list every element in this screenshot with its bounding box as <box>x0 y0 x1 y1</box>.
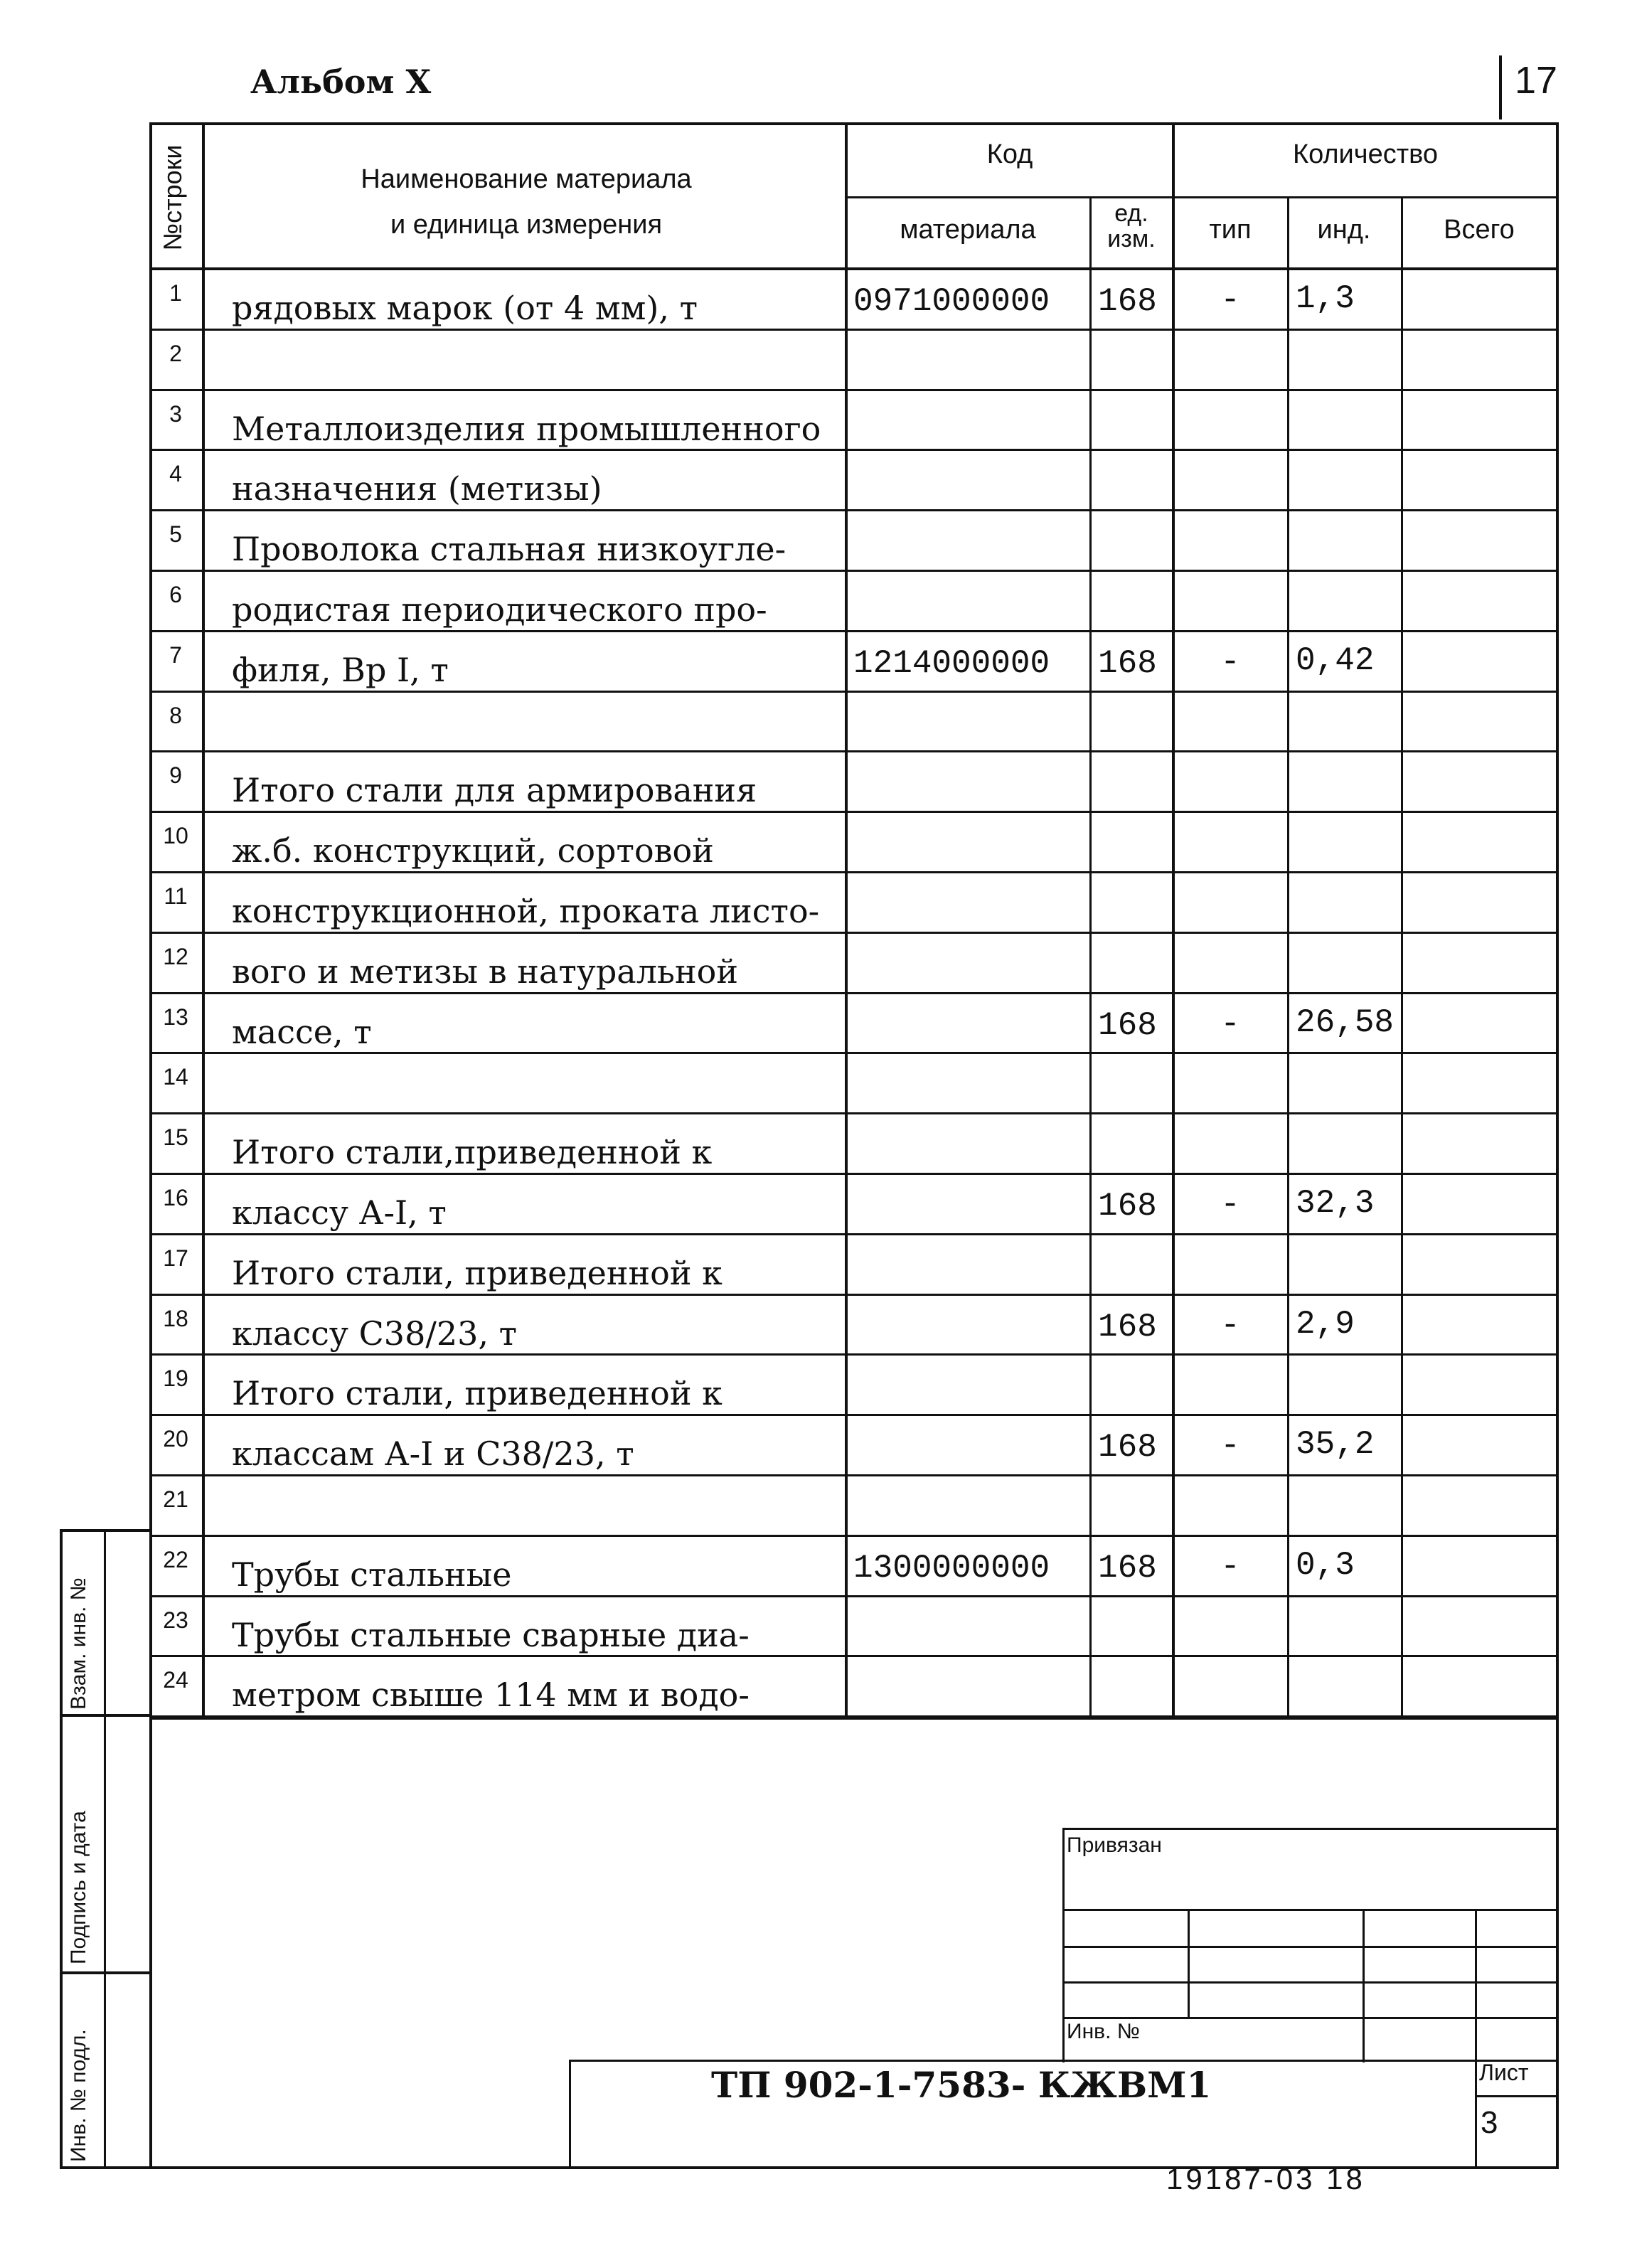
archive-number: 19187-03 18 <box>1166 2162 1365 2195</box>
material-code: 0971000000 <box>853 283 1050 320</box>
individual-value: 32,3 <box>1296 1185 1375 1222</box>
table-row <box>149 511 1557 572</box>
header-material-name: Наименование материала и единица измерения <box>361 164 692 240</box>
table-row <box>149 1054 1557 1114</box>
material-name: конструкционной, проката листо- <box>232 892 820 930</box>
row-number: 13 <box>163 1003 188 1030</box>
row-number: 17 <box>163 1245 188 1271</box>
row-number: 23 <box>163 1607 188 1633</box>
material-name: Итого стали для армирования <box>232 771 757 810</box>
type-value: - <box>1220 1186 1240 1223</box>
unit-code: 168 <box>1098 1549 1157 1587</box>
frame-right <box>1556 1720 1559 2169</box>
material-name: Итого стали, приведенной к <box>232 1374 722 1413</box>
row-number: 2 <box>169 340 182 366</box>
header-total: Всего <box>1444 215 1515 245</box>
unit-code: 168 <box>1098 1429 1157 1466</box>
page-mark-divider <box>1499 55 1502 119</box>
table-row <box>149 331 1557 391</box>
tb-attached-label: Привязан <box>1067 1833 1162 1857</box>
table-row <box>149 1416 1557 1476</box>
unit-code: 168 <box>1098 283 1157 320</box>
material-code: 1300000000 <box>853 1549 1050 1587</box>
row-number: 8 <box>169 702 182 728</box>
table-row <box>149 451 1557 511</box>
individual-value: 2,9 <box>1296 1305 1355 1343</box>
material-code: 1214000000 <box>853 644 1050 682</box>
individual-value: 0,3 <box>1296 1546 1355 1584</box>
type-value: - <box>1220 282 1240 319</box>
table-row <box>149 994 1557 1055</box>
material-name: назначения (метизы) <box>232 469 602 509</box>
side-label-podpis: Подпись и дата <box>67 1811 90 1964</box>
table-row <box>149 1597 1557 1658</box>
table-row <box>149 1235 1557 1296</box>
header-unit: ед. изм. <box>1107 200 1156 252</box>
album-title: Альбом X <box>250 63 432 101</box>
material-name: рядовых марок (от 4 мм), т <box>232 289 698 327</box>
material-name: метром свыше 114 мм и водо- <box>232 1676 750 1715</box>
individual-value: 1,3 <box>1296 280 1355 317</box>
table-row <box>149 873 1557 934</box>
row-number: 24 <box>163 1667 188 1693</box>
table-row <box>149 1296 1557 1356</box>
row-number: 20 <box>163 1426 188 1452</box>
type-value: - <box>1220 1427 1240 1465</box>
material-name: Трубы стальные сварные диа- <box>232 1615 750 1654</box>
tb-inventory-label: Инв. № <box>1067 2020 1140 2043</box>
material-name: Трубы стальные <box>232 1555 512 1594</box>
row-number: 12 <box>163 943 188 969</box>
table-row <box>149 1356 1557 1416</box>
row-number: 3 <box>169 400 182 427</box>
material-name: вого и метизы в натуральной <box>232 952 738 991</box>
table-row <box>149 1114 1557 1175</box>
material-name: Итого стали,приведенной к <box>232 1133 713 1172</box>
header-type: тип <box>1209 215 1252 245</box>
table-row <box>149 1175 1557 1235</box>
material-name: Проволока стальная низкоугле- <box>232 530 786 569</box>
side-label-inv-podl: Инв. № подл. <box>67 2029 90 2162</box>
row-number: 14 <box>163 1064 188 1090</box>
material-name: классу С38/23, т <box>232 1314 518 1353</box>
table-row <box>149 572 1557 632</box>
type-value: - <box>1220 1005 1240 1043</box>
header-individual: инд. <box>1317 215 1371 245</box>
row-number: 1 <box>169 280 182 306</box>
row-number: 15 <box>163 1124 188 1151</box>
unit-code: 168 <box>1098 1188 1157 1225</box>
row-number: 22 <box>163 1546 188 1572</box>
sheet-number: 3 <box>1481 2105 1498 2140</box>
row-number: 4 <box>169 461 182 487</box>
unit-code: 168 <box>1098 644 1157 682</box>
header-row-number: №строки <box>158 144 187 251</box>
row-number: 19 <box>163 1365 188 1392</box>
material-name: классам А-I и С38/23, т <box>232 1434 634 1474</box>
individual-value: 35,2 <box>1296 1426 1375 1464</box>
material-name: классу А-I, т <box>232 1193 447 1232</box>
type-value: - <box>1220 1306 1240 1344</box>
unit-code: 168 <box>1098 1006 1157 1044</box>
table-row <box>149 1476 1557 1537</box>
row-number: 9 <box>169 762 182 789</box>
row-number: 7 <box>169 641 182 668</box>
page-number: 17 <box>1515 59 1558 102</box>
row-number: 18 <box>163 1305 188 1331</box>
type-value: - <box>1220 643 1240 681</box>
table-row <box>149 813 1557 873</box>
row-number: 16 <box>163 1185 188 1210</box>
row-number: 5 <box>169 521 182 548</box>
table-row <box>149 270 1557 331</box>
table-row <box>149 1537 1557 1597</box>
header-material-code: материала <box>900 215 1036 245</box>
header-quantity: Количество <box>1292 139 1439 169</box>
material-name: Металлоизделия промышленного <box>232 409 821 448</box>
table-row <box>149 934 1557 994</box>
unit-code: 168 <box>1098 1308 1157 1346</box>
side-label-vzam: Взам. инв. № <box>67 1577 90 1710</box>
frame-left <box>149 1720 152 2169</box>
sheet-label: Лист <box>1479 2060 1529 2085</box>
header-code: Код <box>986 139 1033 169</box>
material-name: ж.б. конструкций, сортовой <box>232 831 714 871</box>
table-row <box>149 752 1557 813</box>
table-row <box>149 632 1557 693</box>
table-row <box>149 1657 1557 1718</box>
individual-value: 0,42 <box>1296 641 1375 679</box>
row-number: 21 <box>163 1486 188 1512</box>
material-name: филя, Вр I, т <box>232 650 449 689</box>
table-row <box>149 391 1557 452</box>
table-row <box>149 693 1557 753</box>
table-bottom <box>149 1717 1557 1720</box>
row-number: 10 <box>163 823 188 849</box>
material-name: Итого стали, приведенной к <box>232 1253 722 1292</box>
type-value: - <box>1220 1548 1240 1585</box>
row-number: 11 <box>164 883 188 909</box>
row-number: 6 <box>169 582 182 607</box>
material-name: массе, т <box>232 1012 372 1051</box>
individual-value: 26,58 <box>1296 1003 1395 1041</box>
material-name: родистая периодического про- <box>232 590 767 629</box>
document-code: ТП 902-1-7583- КЖВМ1 <box>711 2064 1212 2106</box>
